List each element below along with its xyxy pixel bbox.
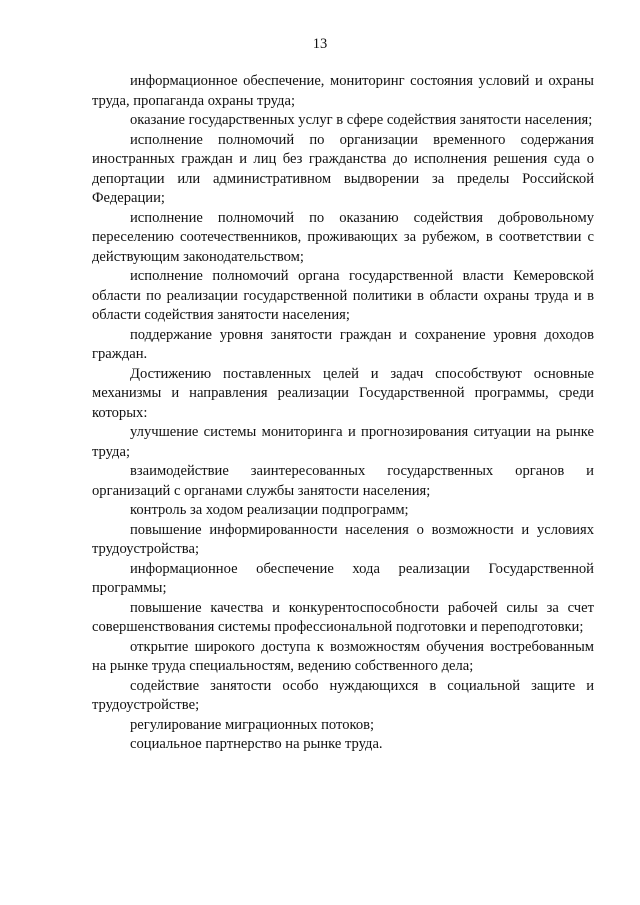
paragraph: улучшение системы мониторинга и прогнозирования ситуации на рынке труда;: [92, 424, 594, 460]
paragraph: поддержание уровня занятости граждан и сохранение уровня доходов граждан.: [92, 326, 594, 362]
paragraph: исполнение полномочий по оказанию содействия добровольному переселению соотечественников, проживающих за рубежом, в соответствии с действующим законодательством;: [92, 209, 594, 265]
paragraph: взаимодействие заинтересованных государственных органов и организаций с органами службы занятости населения;: [92, 463, 594, 499]
paragraph: исполнение полномочий по организации временного содержания иностранных граждан и лиц без гражданства до исполнения решения суда о депортации или административном выдворении за пределы Российской Федерации;: [92, 131, 594, 206]
paragraph: оказание государственных услуг в сфере содействия занятости населения;: [130, 112, 593, 128]
paragraph: информационное обеспечение, мониторинг состояния условий и охраны труда, пропаганда охраны труда;: [92, 73, 594, 109]
paragraph: регулирование миграционных потоков;: [130, 716, 375, 733]
paragraph: повышение информированности населения о возможности и условиях трудоустройства;: [92, 521, 594, 557]
paragraph: контроль за ходом реализации подпрограмм;: [130, 502, 409, 518]
paragraph: информационное обеспечение хода реализации Государственной программы;: [92, 560, 594, 596]
paragraph: содействие занятости особо нуждающихся в социальной защите и трудоустройстве;: [92, 677, 594, 713]
paragraph: повышение качества и конкурентоспособности рабочей силы за счет совершенствования системы профессиональной подготовки и переподготовки;: [92, 599, 594, 635]
page-number: 13: [312, 36, 328, 52]
paragraph: исполнение полномочий органа государственной власти Кемеровской области по реализации государственной политики в области охраны труда и в области содействия занятости населения;: [92, 268, 594, 323]
paragraph: Достижению поставленных целей и задач способствуют основные механизмы и направления реализации Государственной программы, среди которых:: [92, 365, 594, 421]
document-body: [92, 72, 594, 755]
paragraph: открытие широкого доступа к возможностям обучения востребованным на рынке труда специальностям, ведению собственного дела;: [92, 638, 594, 674]
paragraph: социальное партнерство на рынке труда.: [130, 736, 383, 752]
